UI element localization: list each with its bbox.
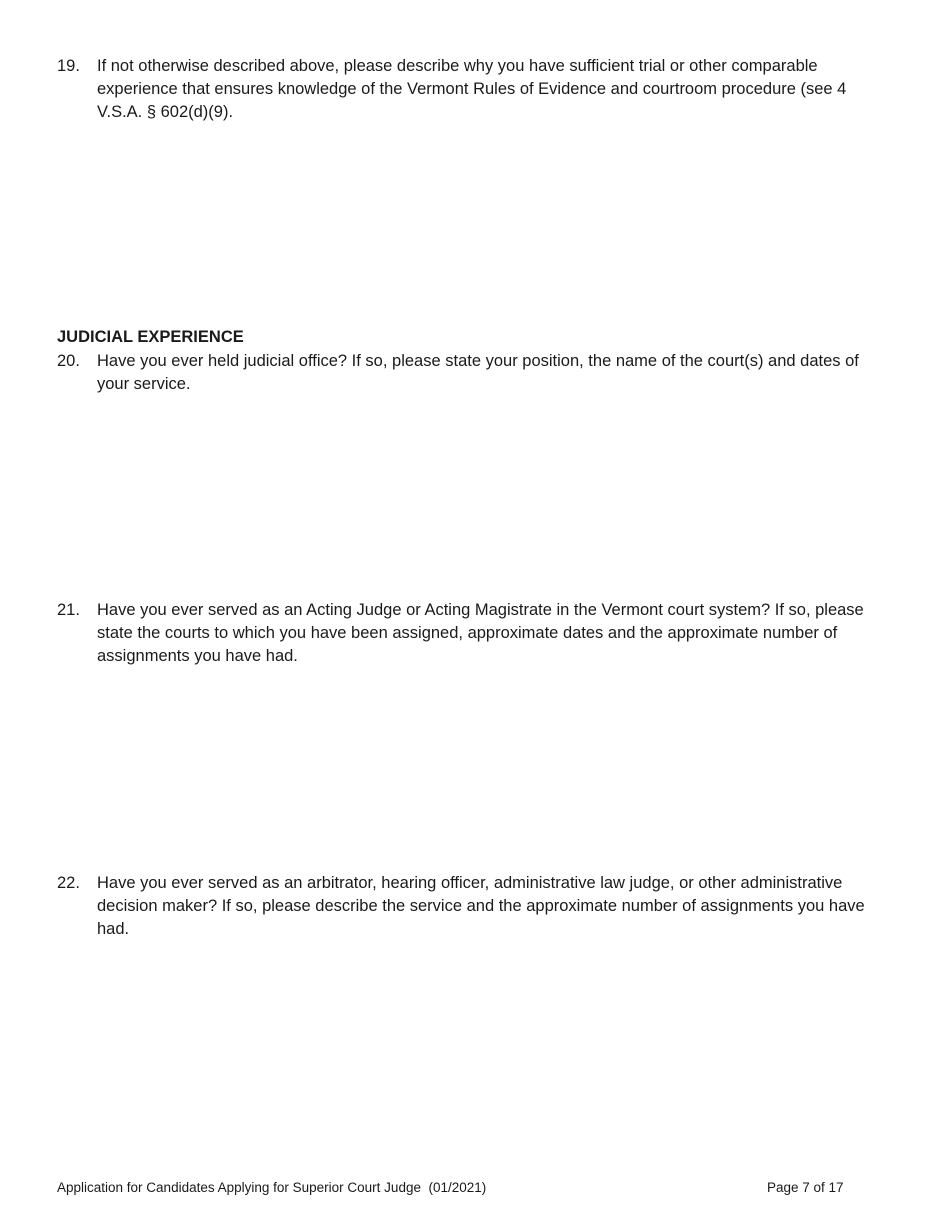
question-20-text: Have you ever held judicial office? If so, please state your position, the name of the court(s) and dates of your service. [97,352,859,393]
question-22-number: 22. [57,874,80,892]
question-21 [57,599,893,668]
question-19-number: 19. [57,57,80,75]
question-19 [57,55,893,124]
question-20 [57,350,893,396]
footer-page-number: Page 7 of 17 [767,1180,844,1195]
footer-document-title: Application for Candidates Applying for Superior Court Judge (01/2021) [57,1180,487,1195]
section-heading-judicial-experience: JUDICIAL EXPERIENCE [57,328,244,346]
question-21-number: 21. [57,601,80,619]
question-22-text: Have you ever served as an arbitrator, hearing officer, administrative law judge, or other administrative decision maker? If so, please describe the service and the approximate number of assignments you have had. [97,874,865,938]
question-22 [57,872,893,941]
question-20-number: 20. [57,352,80,370]
question-19-text: If not otherwise described above, please describe why you have sufficient trial or other comparable experience that ensures knowledge of the Vermont Rules of Evidence and courtroom procedure (see 4 V.S.A. § 602(d)(9). [97,57,847,121]
question-21-text: Have you ever served as an Acting Judge or Acting Magistrate in the Vermont court system? If so, please state the courts to which you have been assigned, approximate dates and the approximate number of assignments you have had. [97,601,864,665]
